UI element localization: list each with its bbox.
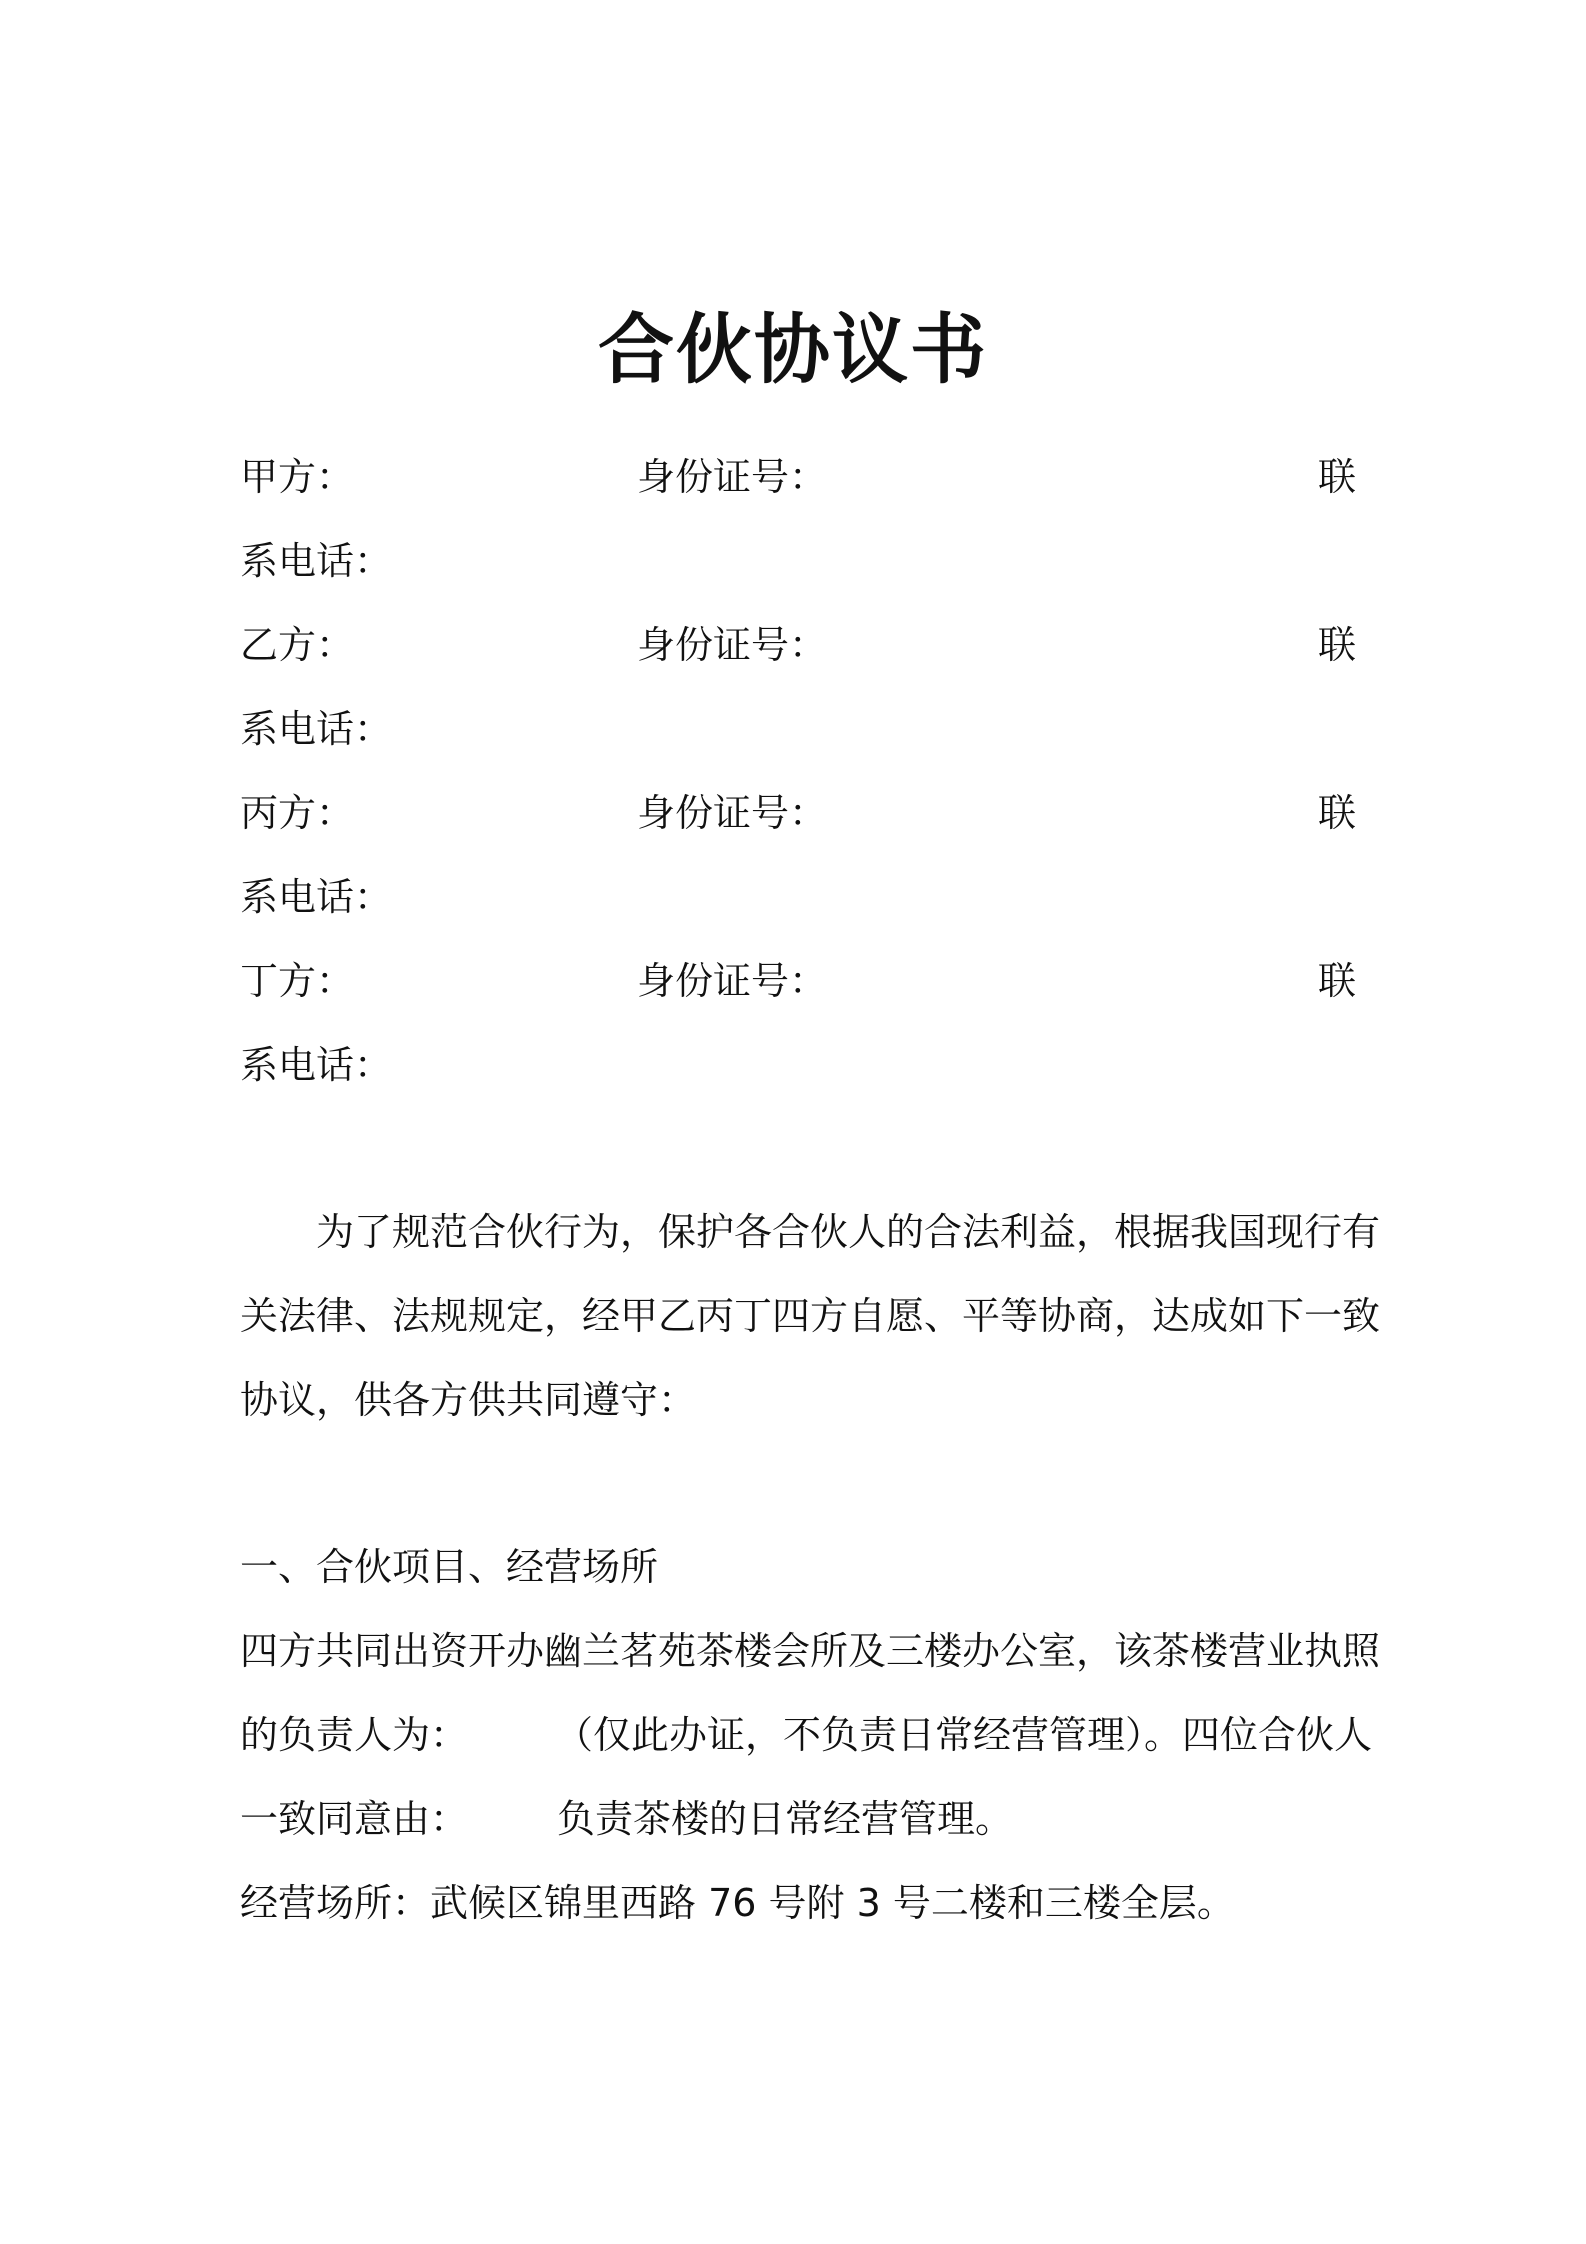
party-a-id-label: 身份证号： bbox=[637, 455, 828, 499]
party-d-id-label: 身份证号： bbox=[637, 959, 828, 1003]
party-c-id-label: 身份证号： bbox=[637, 791, 828, 835]
party-d-phone-label: 系电话： bbox=[240, 1043, 393, 1087]
preamble-line-3: 协议，供各方供共同遵守： bbox=[240, 1378, 697, 1422]
section-1-line-3a: 一致同意由： bbox=[240, 1797, 469, 1841]
party-d-label: 丁方： bbox=[240, 959, 355, 1003]
party-b-id-label: 身份证号： bbox=[637, 623, 828, 667]
section-1-line-4: 经营场所：武候区锦里西路 76 号附 3 号二楼和三楼全层。 bbox=[240, 1881, 1235, 1925]
party-c-contact-prefix: 联 bbox=[1318, 791, 1357, 835]
section-1-line-3b: 负责茶楼的日常经营管理。 bbox=[557, 1797, 1014, 1841]
party-d-contact-prefix: 联 bbox=[1318, 959, 1357, 1003]
party-b-contact-prefix: 联 bbox=[1318, 623, 1357, 667]
party-c-label: 丙方： bbox=[240, 791, 355, 835]
party-a-label: 甲方： bbox=[240, 455, 355, 499]
section-1-line-1: 四方共同出资开办幽兰茗苑茶楼会所及三楼办公室，该茶楼营业执照 bbox=[240, 1629, 1381, 1673]
section-1-line-2b: （仅此办证，不负责日常经营管理）。四位合伙人 bbox=[555, 1713, 1373, 1757]
party-b-phone-label: 系电话： bbox=[240, 707, 393, 751]
preamble-line-1: 为了规范合伙行为，保护各合伙人的合法利益，根据我国现行有 bbox=[316, 1210, 1381, 1254]
section-1-line-2a: 的负责人为： bbox=[240, 1713, 469, 1757]
preamble-line-2: 关法律、法规规定，经甲乙丙丁四方自愿、平等协商，达成如下一致 bbox=[240, 1294, 1381, 1338]
party-a-contact-prefix: 联 bbox=[1318, 455, 1357, 499]
section-1-heading: 一、合伙项目、经营场所 bbox=[240, 1545, 659, 1589]
document-title: 合伙协议书 bbox=[598, 305, 988, 394]
party-b-label: 乙方： bbox=[240, 623, 355, 667]
party-a-phone-label: 系电话： bbox=[240, 539, 393, 583]
party-c-phone-label: 系电话： bbox=[240, 875, 393, 919]
